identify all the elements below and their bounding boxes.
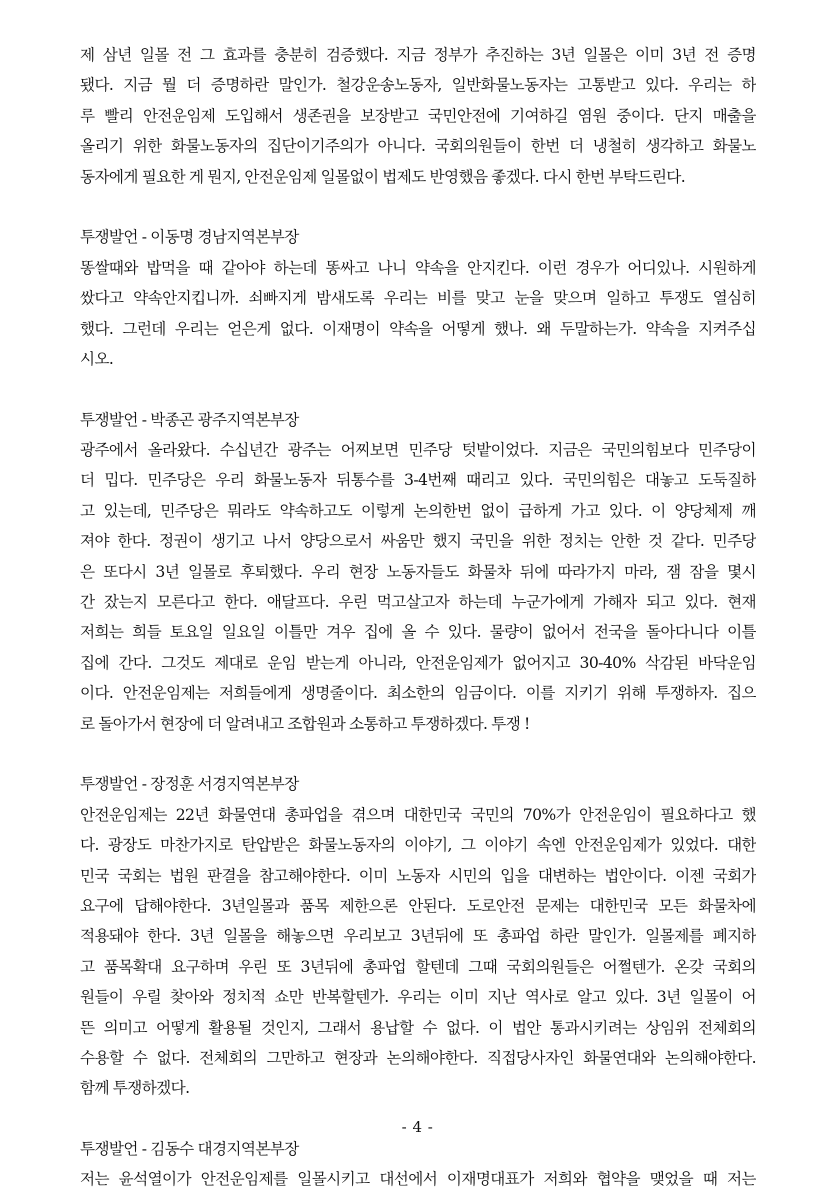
paragraph-line: 저는 윤석열이가 안전운임제를 일몰시키고 대선에서 이재명대표가 저희와 협약을 맺었을 때 저는 [80, 1170, 756, 1189]
paragraph-line: 다. 광장도 마찬가지로 탄압받은 화물노동자의 이야기, 그 이야기 속엔 안전운임제가 있었다. 대한 [80, 836, 756, 855]
paragraph-line: 져야 한다. 정권이 생기고 나서 양당으로서 싸움만 했지 국민을 위한 정치는 안한 것 같다. 민주당 [80, 532, 756, 551]
paragraph-line: 안전운임제는 22년 화물연대 총파업을 겪으며 대한민국 국민의 70%가 안전운임이 필요하다고 했 [80, 805, 756, 824]
section-heading: 투쟁발언 - 박종곤 광주지역본부장 [80, 410, 299, 429]
paragraph-line: 광주에서 올라왔다. 수십년간 광주는 어찌보면 민주당 텃밭이었다. 지금은 국민의힘보다 민주당이 [80, 441, 756, 460]
section-heading: 투쟁발언 - 장정훈 서경지역본부장 [80, 775, 299, 794]
paragraph-line: 고 있는데, 민주당은 뭐라도 약속하고도 이렇게 논의한번 없이 급하게 가고 있다. 이 양당체제 깨 [80, 501, 756, 520]
document-page [80, 40, 756, 1195]
paragraph-line: 간 잤는지 모른다고 한다. 애달프다. 우린 먹고살고자 하는데 누군가에게 가해자 되고 있다. 현재 [80, 593, 756, 612]
paragraph-line: 요구에 답해야한다. 3년일몰과 품목 제한으론 안된다. 도로안전 문제는 대한민국 모든 화물차에 [80, 896, 756, 915]
paragraph-line: 시오. [80, 349, 114, 368]
paragraph-line: 은 또다시 3년 일몰로 후퇴했다. 우리 현장 노동자들도 화물차 뒤에 따라가지 마라, 잼 잠을 몇시 [80, 562, 756, 581]
paragraph-line: 함께 투쟁하겠다. [80, 1079, 190, 1098]
paragraph-line: 루 빨리 안전운임제 도입해서 생존권을 보장받고 국민안전에 기여하길 염원 중이다. 단지 매출을 [80, 106, 756, 125]
section-heading: 투쟁발언 - 김동수 대경지역본부장 [80, 1140, 299, 1159]
speech-section-1 [80, 222, 756, 374]
paragraph-line: 제 삼년 일몰 전 그 효과를 충분히 검증했다. 지금 정부가 추진하는 3년 일몰은 이미 3년 전 증명 [80, 46, 756, 64]
intro-paragraph [80, 40, 756, 192]
paragraph-gap [80, 374, 756, 404]
paragraph-line: 똥쌀때와 밥먹을 때 같아야 하는데 똥싸고 나니 약속을 안지킨다. 이런 경우가 어디있나. 시원하게 [80, 258, 756, 277]
paragraph-gap [80, 739, 756, 769]
paragraph-line: 민국 국회는 법원 판결을 참고해야한다. 이미 노동자 시민의 입을 대변하는 법안이다. 이젠 국회가 [80, 866, 756, 885]
speech-section-3 [80, 769, 756, 1103]
paragraph-line: 고 품목확대 요구하며 우린 또 3년뒤에 총파업 할텐데 그때 국회의원들은 어쩔텐가. 온갖 국회의 [80, 957, 756, 976]
page-number: - 4 - [401, 1118, 434, 1136]
paragraph-line: 뜬 의미고 어떻게 활용될 것인지, 그래서 용납할 수 없다. 이 법안 통과시키려는 상임위 전체회의 [80, 1018, 756, 1037]
section-heading: 투쟁발언 - 이동명 경남지역본부장 [80, 228, 299, 247]
paragraph-line: 적용돼야 한다. 3년 일몰을 해놓으면 우리보고 3년뒤에 또 총파업 하란 말인가. 일몰제를 폐지하 [80, 927, 756, 946]
paragraph-line: 더 밉다. 민주당은 우리 화물노동자 뒤통수를 3-4번째 때리고 있다. 국민의힘은 대놓고 도둑질하 [80, 471, 756, 490]
paragraph-line: 했다. 그런데 우리는 얻은게 없다. 이재명이 약속을 어떻게 했나. 왜 두말하는가. 약속을 지켜주십 [80, 319, 756, 338]
speech-section-2 [80, 405, 756, 739]
paragraph-line: 저희는 희들 토요일 일요일 이틀만 겨우 집에 올 수 있다. 물량이 없어서 전국을 돌아다니다 이틀 [80, 623, 756, 642]
paragraph-line: 집에 간다. 그것도 제대로 운임 받는게 아니라, 안전운임제가 없어지고 30-40% 삭감된 바닥운임 [80, 653, 756, 672]
speech-section-4 [80, 1134, 756, 1195]
paragraph-line: 쌌다고 약속안지킵니까. 쇠빠지게 밤새도록 우리는 비를 맞고 눈을 맞으며 일하고 투쟁도 열심히 [80, 289, 756, 308]
paragraph-gap [80, 192, 756, 222]
paragraph-line: 이다. 안전운임제는 저희들에게 생명줄이다. 최소한의 임금이다. 이를 지키기 위해 투쟁하자. 집으 [80, 684, 756, 703]
paragraph-line: 원들이 우릴 찾아와 정치적 쇼만 반복할텐가. 우리는 이미 지난 역사로 알고 있다. 3년 일몰이 어 [80, 988, 756, 1007]
paragraph-line: 올리기 위한 화물노동자의 집단이기주의가 아니다. 국회의원들이 한번 더 냉철히 생각하고 화물노 [80, 137, 756, 156]
paragraph-line: 수용할 수 없다. 전체회의 그만하고 현장과 논의해야한다. 직접당사자인 화물연대와 논의해야한다. [80, 1048, 756, 1067]
paragraph-line: 동자에게 필요한 게 뭔지, 안전운임제 일몰없이 법제도 반영했음 좋겠다. 다시 한번 부탁드린다. [80, 167, 686, 186]
paragraph-line: 됐다. 지금 뭘 더 증명하란 말인가. 철강운송노동자, 일반화물노동자는 고통받고 있다. 우리는 하 [80, 76, 756, 95]
paragraph-line: 로 돌아가서 현장에 더 알려내고 조합원과 소통하고 투쟁하겠다. 투쟁 ! [80, 714, 530, 733]
